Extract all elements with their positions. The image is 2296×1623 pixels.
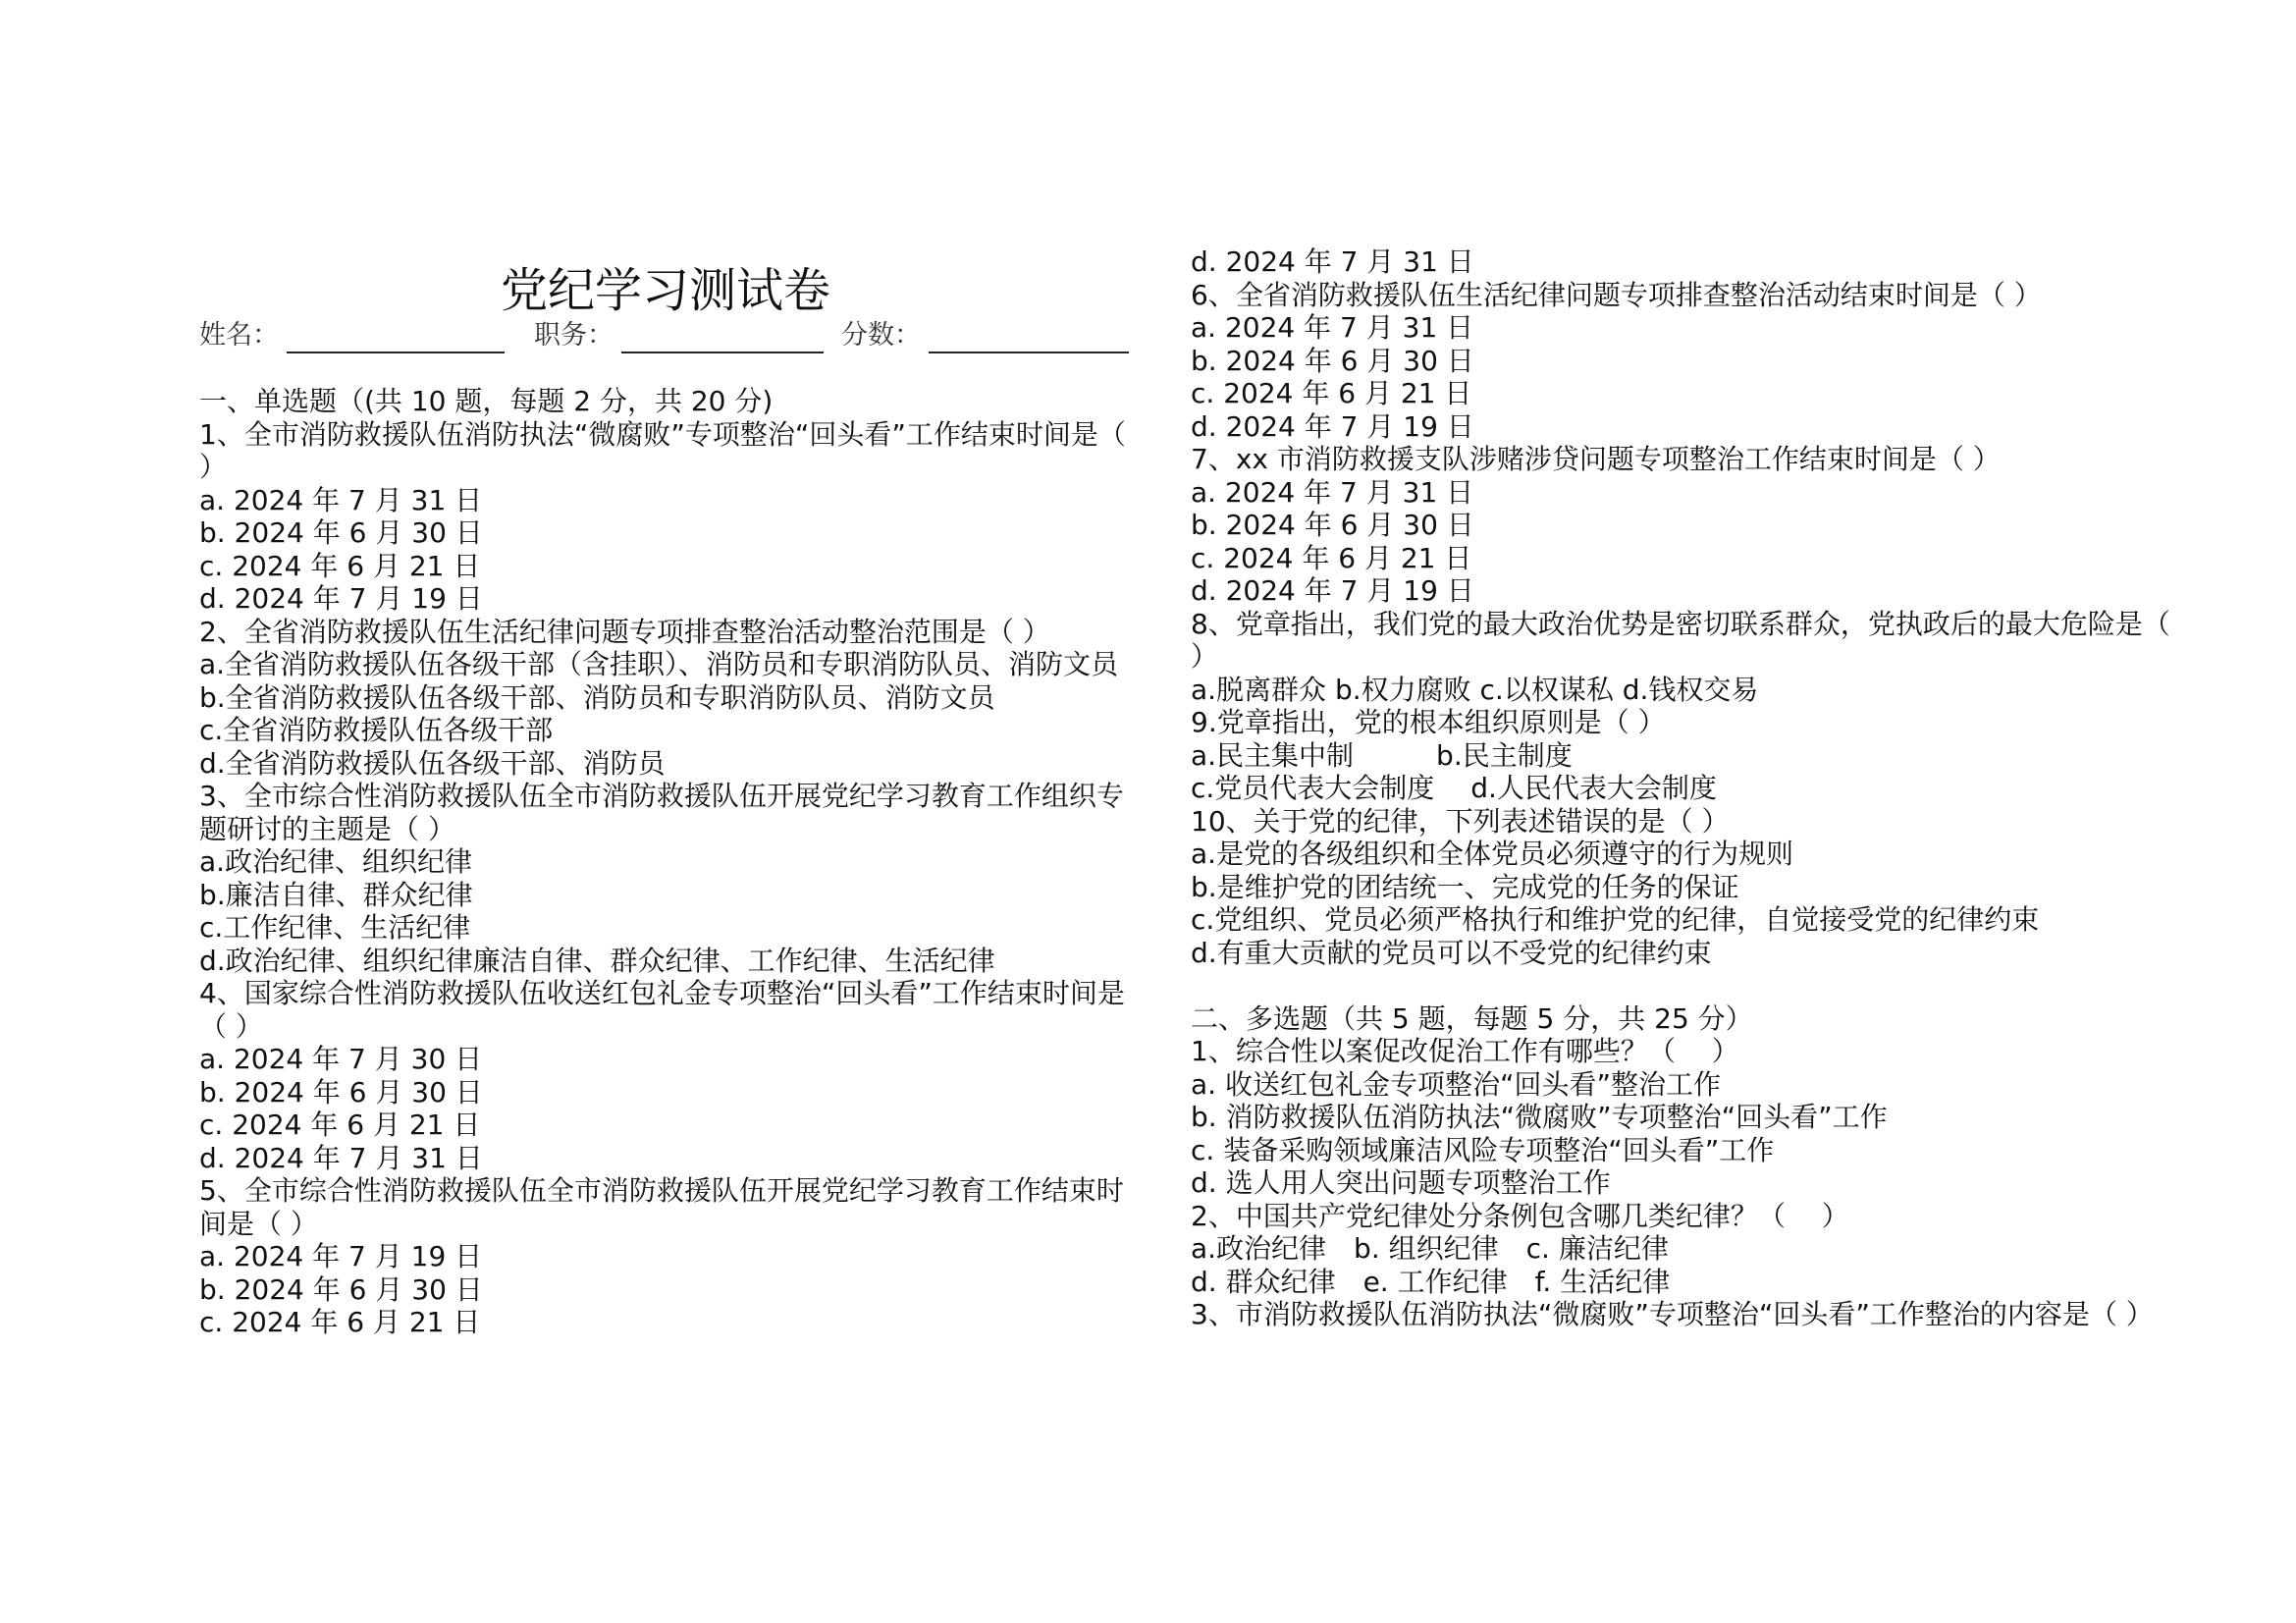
text-line: d. 2024 年 7 月 19 日 (1191, 574, 1474, 607)
text-line: d.政治纪律、组织纪律廉洁自律、群众纪律、工作纪律、生活纪律 (199, 944, 995, 977)
text-line: c. 装备采购领域廉洁风险专项整治“回头看”工作 (1191, 1133, 1775, 1166)
text-line: c. 2024 年 6 月 21 日 (1191, 541, 1472, 574)
text-line: c. 2024 年 6 月 21 日 (199, 549, 481, 582)
text-line: b.是维护党的团结统一、完成党的任务的保证 (1191, 870, 1739, 903)
text-line: 2、全省消防救援队伍生活纪律问题专项排查整治活动整治范围是（ ） (199, 615, 1050, 648)
text-line: a. 2024 年 7 月 31 日 (1191, 475, 1474, 509)
right-question-list (1191, 245, 2172, 1331)
blank-line (1191, 969, 2172, 1002)
text-line: c. 2024 年 6 月 21 日 (199, 1306, 481, 1338)
score-label: 分数： (841, 320, 921, 351)
text-line: a.民主集中制 b.民主制度 (1191, 738, 1573, 772)
position-label: 职务： (534, 320, 614, 351)
name-label: 姓名： (199, 320, 279, 351)
text-line: 4、国家综合性消防救援队伍收送红包礼金专项整治“回头看”工作结束时间是（ ） (199, 977, 1125, 1043)
text-line: a. 收送红包礼金专项整治“回头看”整治工作 (1191, 1067, 1721, 1101)
text-line: a. 2024 年 7 月 19 日 (199, 1240, 483, 1272)
name-blank[interactable] (287, 316, 505, 353)
text-line: a.脱离群众 b.权力腐败 c.以权谋私 d.钱权交易 (1191, 673, 1759, 706)
text-line: b. 2024 年 6 月 30 日 (199, 1272, 483, 1306)
text-line: a.是党的各级组织和全体党员必须遵守的行为规则 (1191, 838, 1794, 870)
text-line: 一、单选题（(共 10 题，每题 2 分，共 20 分) (199, 385, 774, 417)
position-blank[interactable] (621, 316, 824, 353)
text-line: d. 选人用人突出问题专项整治工作 (1191, 1166, 1611, 1199)
text-line: c. 2024 年 6 月 21 日 (199, 1109, 481, 1141)
text-line: 9.党章指出，党的根本组织原则是（ ） (1191, 706, 1666, 738)
text-line: d. 2024 年 7 月 31 日 (1191, 245, 1474, 278)
info-row (199, 316, 1132, 355)
text-line: a. 2024 年 7 月 30 日 (199, 1043, 483, 1075)
text-line: d. 2024 年 7 月 31 日 (199, 1141, 483, 1174)
text-line: d.有重大贡献的党员可以不受党的纪律约束 (1191, 936, 1712, 969)
text-line: b. 2024 年 6 月 30 日 (199, 516, 483, 549)
text-line: 1、综合性以案促改促治工作有哪些？（ ） (1191, 1035, 1739, 1067)
text-line: 7、xx 市消防救援支队涉赌涉贷问题专项整治工作结束时间是（ ） (1191, 443, 2001, 475)
text-line: c.全省消防救援队伍各级干部 (199, 714, 554, 746)
text-line: a.政治纪律、组织纪律 (199, 845, 473, 878)
left-question-list (199, 385, 1132, 1339)
text-line: b.全省消防救援队伍各级干部、消防员和专职消防队员、消防文员 (199, 680, 995, 714)
text-line: 3、市消防救援队伍消防执法“微腐败”专项整治“回头看”工作整治的内容是（ ） (1191, 1298, 2154, 1330)
text-line: b. 2024 年 6 月 30 日 (199, 1075, 483, 1109)
text-line: 5、全市综合性消防救援队伍全市消防救援队伍开展党纪学习教育工作结束时间是（ ） (199, 1174, 1124, 1240)
text-line: c.工作纪律、生活纪律 (199, 911, 471, 944)
text-line: 3、全市综合性消防救援队伍全市消防救援队伍开展党纪学习教育工作组织专题研讨的主题是（ ） (199, 780, 1124, 845)
text-line: c. 2024 年 6 月 21 日 (1191, 377, 1472, 409)
text-line: 6、全省消防救援队伍生活纪律问题专项排查整治活动结束时间是（ ） (1191, 278, 2042, 311)
text-line: 1、全市消防救援队伍消防执法“微腐败”专项整治“回头看”工作结束时间是（ ） (199, 417, 1126, 483)
text-line: d. 群众纪律 e. 工作纪律 f. 生活纪律 (1191, 1265, 1671, 1298)
text-line: 8、党章指出，我们党的最大政治优势是密切联系群众，党执政后的最大危险是（ ） (1191, 607, 2170, 673)
text-line: b. 消防救援队伍消防执法“微腐败”专项整治“回头看”工作 (1191, 1101, 1888, 1133)
text-line: b. 2024 年 6 月 30 日 (1191, 509, 1474, 541)
text-line: b.廉洁自律、群众纪律 (199, 878, 473, 911)
text-line: d. 2024 年 7 月 19 日 (199, 582, 483, 615)
text-line: a.全省消防救援队伍各级干部（含挂职）、消防员和专职消防队员、消防文员 (199, 648, 1119, 680)
text-line: c.党员代表大会制度 d.人民代表大会制度 (1191, 772, 1717, 804)
text-line: d. 2024 年 7 月 19 日 (1191, 409, 1474, 443)
score-blank[interactable] (929, 316, 1129, 353)
text-line: d.全省消防救援队伍各级干部、消防员 (199, 746, 666, 780)
page-title: 党纪学习测试卷 (500, 263, 830, 318)
text-line: 2、中国共产党纪律处分条例包含哪几类纪律？（ ） (1191, 1199, 1849, 1232)
text-line: c.党组织、党员必须严格执行和维护党的纪律，自觉接受党的纪律约束 (1191, 903, 2040, 936)
text-line: b. 2024 年 6 月 30 日 (1191, 344, 1474, 377)
text-line: a. 2024 年 7 月 31 日 (1191, 311, 1474, 344)
text-line: 10、关于党的纪律，下列表述错误的是（ ） (1191, 804, 1730, 838)
text-line: 二、多选题（共 5 题，每题 5 分，共 25 分） (1191, 1001, 1753, 1035)
text-line: a. 2024 年 7 月 31 日 (199, 483, 483, 516)
text-line: a.政治纪律 b. 组织纪律 c. 廉洁纪律 (1191, 1232, 1669, 1265)
